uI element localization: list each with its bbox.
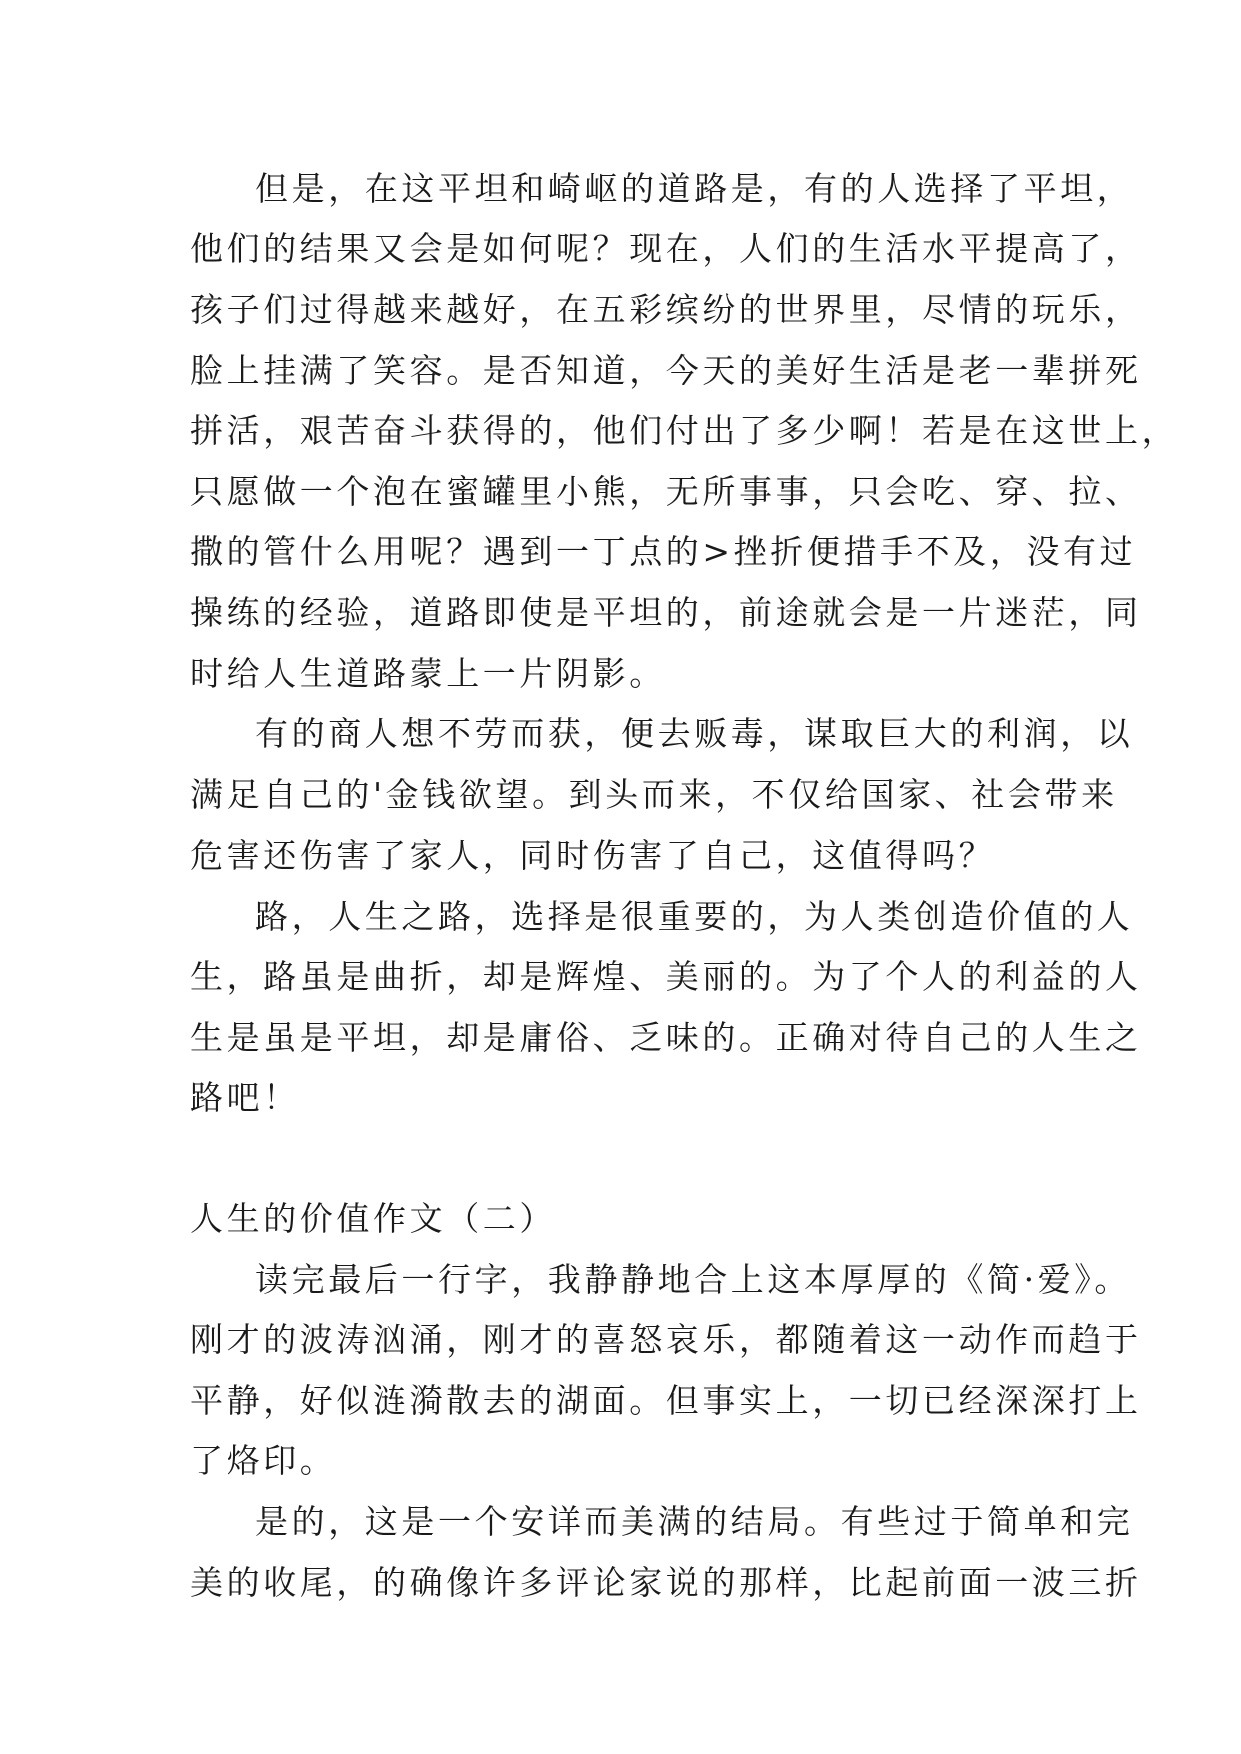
paragraph-1-line-7: 撒的管什么用呢？遇到一丁点的>挫折便措手不及，没有过 [190,532,1137,571]
paragraph-4-line-3: 平静，好似涟漪散去的湖面。但事实上，一切已经深深打上 [190,1381,1142,1420]
paragraph-4-line-4: 了烙印。 [190,1441,337,1480]
paragraph-2-line-1: 有的商人想不劳而获，便去贩毒，谋取巨大的利润，以 [255,714,1134,753]
paragraph-1-line-1: 但是，在这平坦和崎岖的道路是，有的人选择了平坦， [255,169,1134,208]
paragraph-4-line-1: 读完最后一行字，我静静地合上这本厚厚的《简·爱》。 [255,1260,1131,1299]
paragraph-1-line-8: 操练的经验，道路即使是平坦的，前途就会是一片迷茫，同 [190,593,1142,632]
paragraph-5-line-2: 美的收尾，的确像许多评论家说的那样，比起前面一波三折 [190,1563,1142,1602]
paragraph-2-line-3: 危害还伤害了家人，同时伤害了自己，这值得吗？ [190,836,996,875]
paragraph-4-line-2: 刚才的波涛汹涌，刚才的喜怒哀乐，都随着这一动作而趋于 [190,1320,1142,1359]
paragraph-3-line-3: 生是虽是平坦，却是庸俗、乏味的。正确对待自己的人生之 [190,1018,1142,1057]
paragraph-1-line-9: 时给人生道路蒙上一片阴影。 [190,654,666,693]
paragraph-2-line-2: 满足自己的'金钱欲望。到头而来，不仅给国家、社会带来 [190,775,1118,814]
paragraph-1-line-5: 拼活，艰苦奋斗获得的，他们付出了多少啊！若是在这世上， [190,411,1179,450]
paragraph-1-line-2: 他们的结果又会是如何呢？现在，人们的生活水平提高了， [190,229,1142,268]
paragraph-1-line-6: 只愿做一个泡在蜜罐里小熊，无所事事，只会吃、穿、拉、 [190,472,1142,511]
paragraph-3-line-1: 路，人生之路，选择是很重要的，为人类创造价值的人 [255,897,1134,936]
paragraph-1-line-4: 脸上挂满了笑容。是否知道，今天的美好生活是老一辈拼死 [190,351,1142,390]
paragraph-3-line-4: 路吧！ [190,1078,300,1117]
paragraph-1-line-3: 孩子们过得越来越好，在五彩缤纷的世界里，尽情的玩乐， [190,290,1142,329]
paragraph-5-line-1: 是的，这是一个安详而美满的结局。有些过于简单和完 [255,1502,1134,1541]
paragraph-3-line-2: 生，路虽是曲折，却是辉煌、美丽的。为了个人的利益的人 [190,957,1142,996]
section-title: 人生的价值作文（二） [190,1199,556,1238]
